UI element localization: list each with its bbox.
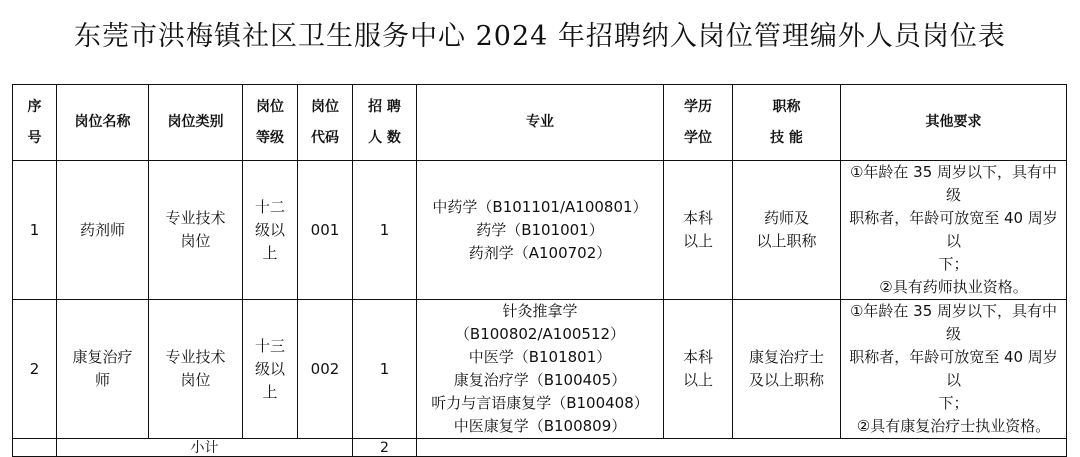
cell-seq: 1 bbox=[13, 161, 57, 300]
cell-title-skill: 药师及 以上职称 bbox=[733, 161, 841, 300]
header-title-skill: 职称 技 能 bbox=[733, 85, 841, 161]
header-post-name: 岗位名称 bbox=[57, 85, 149, 161]
cell-post-level: 十二 级以 上 bbox=[243, 161, 298, 300]
header-major: 专业 bbox=[417, 85, 664, 161]
header-other: 其他要求 bbox=[841, 85, 1067, 161]
positions-table bbox=[12, 84, 1067, 457]
cell-post-type: 专业技术 岗位 bbox=[149, 300, 243, 439]
cell-post-name: 药剂师 bbox=[57, 161, 149, 300]
header-hire-count: 招 聘 人 数 bbox=[353, 85, 417, 161]
header-seq: 序 号 bbox=[13, 85, 57, 161]
cell-post-type: 专业技术 岗位 bbox=[149, 161, 243, 300]
subtotal-label: 小计 bbox=[57, 439, 353, 457]
cell-post-code: 001 bbox=[298, 161, 353, 300]
cell-education: 本科 以上 bbox=[664, 300, 733, 439]
table-row bbox=[13, 300, 1067, 439]
cell-post-code: 002 bbox=[298, 300, 353, 439]
table-row bbox=[13, 161, 1067, 300]
cell-subtotal-blank bbox=[13, 439, 57, 457]
header-education: 学历 学位 bbox=[664, 85, 733, 161]
cell-other-requirements: ①年龄在 35 周岁以下，具有中级 职称者，年龄可放宽至 40 周岁以 下； ②具有药师执业资格。 bbox=[841, 161, 1067, 300]
cell-seq: 2 bbox=[13, 300, 57, 439]
cell-post-level: 十三 级以 上 bbox=[243, 300, 298, 439]
header-post-code: 岗位 代码 bbox=[298, 85, 353, 161]
cell-education: 本科 以上 bbox=[664, 161, 733, 300]
cell-major: 针灸推拿学 （B100802/A100512） 中医学（B101801） 康复治疗学（B100405） 听力与言语康复学（B100408） 中医康复学（B100809） bbox=[417, 300, 664, 439]
cell-hire-count: 1 bbox=[353, 161, 417, 300]
cell-subtotal-rest bbox=[417, 439, 1067, 457]
table-header-row bbox=[13, 85, 1067, 161]
page-title: 东莞市洪梅镇社区卫生服务中心 2024 年招聘纳入岗位管理编外人员岗位表 bbox=[74, 21, 1006, 52]
cell-post-name: 康复治疗 师 bbox=[57, 300, 149, 439]
cell-hire-count: 1 bbox=[353, 300, 417, 439]
cell-title-skill: 康复治疗士 及以上职称 bbox=[733, 300, 841, 439]
cell-major: 中药学（B101101/A100801） 药学（B101001） 药剂学（A100702） bbox=[417, 161, 664, 300]
subtotal-row bbox=[13, 439, 1067, 457]
header-post-type: 岗位类别 bbox=[149, 85, 243, 161]
subtotal-count: 2 bbox=[353, 439, 417, 457]
cell-other-requirements: ①年龄在 35 周岁以下，具有中级 职称者，年龄可放宽至 40 周岁以 下； ②具有康复治疗士执业资格。 bbox=[841, 300, 1067, 439]
header-post-level: 岗位 等级 bbox=[243, 85, 298, 161]
